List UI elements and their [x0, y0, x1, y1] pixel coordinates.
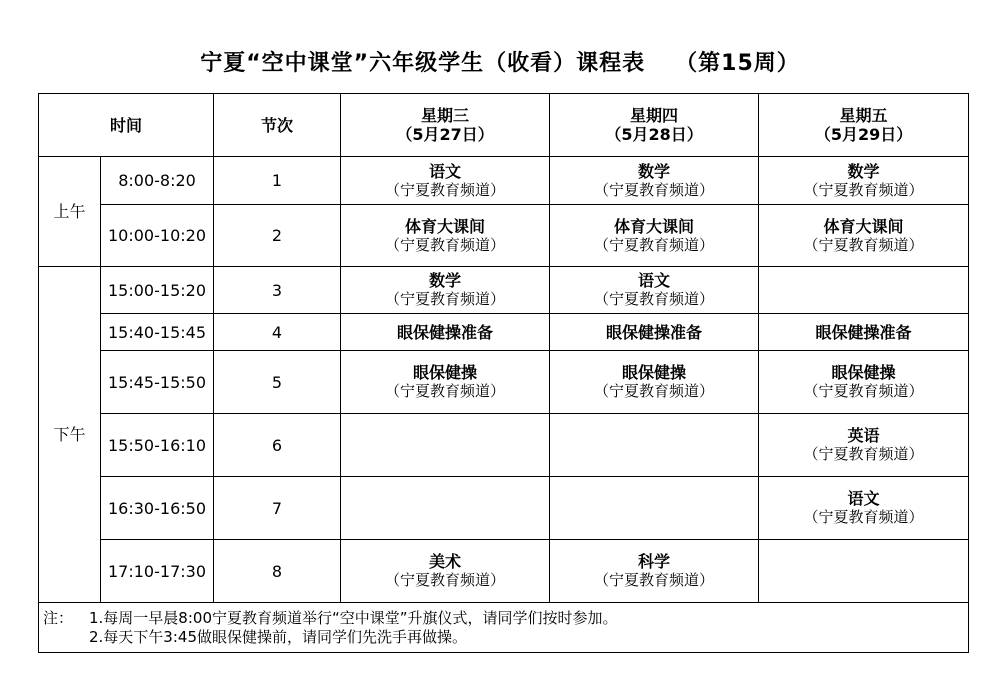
- channel: （宁夏教育频道）: [594, 571, 715, 589]
- subject: 数学: [847, 161, 880, 181]
- subject: 眼保健操准备: [397, 322, 494, 342]
- subject: 数学: [429, 271, 462, 290]
- class-cell: [341, 267, 550, 314]
- day-label: 星期三: [421, 106, 470, 125]
- table-row: [39, 314, 969, 351]
- channel: （宁夏教育频道）: [803, 508, 924, 526]
- time-cell: 17:10-17:30: [101, 540, 214, 603]
- class-cell: [759, 157, 969, 205]
- note-label: 注：: [43, 608, 74, 627]
- channel: （宁夏教育频道）: [385, 290, 506, 308]
- time-cell: 15:00-15:20: [101, 267, 214, 314]
- class-cell: [341, 314, 550, 351]
- subject: 眼保健操准备: [606, 322, 703, 342]
- class-cell: [550, 205, 759, 267]
- class-cell: [341, 477, 550, 540]
- subject: 体育大课间: [823, 216, 904, 236]
- table-row: [39, 540, 969, 603]
- channel: （宁夏教育频道）: [385, 382, 506, 400]
- subject: 眼保健操: [831, 363, 896, 382]
- channel: （宁夏教育频道）: [594, 180, 715, 199]
- subject: 体育大课间: [405, 216, 486, 236]
- note-item: 2.每天下午3:45做眼保健操前，请同学们先洗手再做操。: [89, 627, 467, 646]
- class-cell: [759, 351, 969, 414]
- class-cell: [550, 540, 759, 603]
- header-day-thu: [550, 94, 759, 157]
- time-cell: 10:00-10:20: [101, 205, 214, 267]
- channel: （宁夏教育频道）: [594, 382, 715, 400]
- header-period: 节次: [214, 94, 341, 157]
- time-cell: 15:50-16:10: [101, 414, 214, 477]
- note-item: 1.每周一早晨8:00宁夏教育频道举行“空中课堂”升旗仪式，请同学们按时参加。: [89, 608, 618, 627]
- date-label: （5月27日）: [396, 125, 494, 144]
- class-cell: [550, 477, 759, 540]
- time-cell: 8:00-8:20: [101, 157, 214, 205]
- table-row: [39, 157, 969, 205]
- channel: （宁夏教育频道）: [594, 290, 715, 308]
- class-cell: [550, 267, 759, 314]
- table-row: [39, 351, 969, 414]
- class-cell: [341, 351, 550, 414]
- section-afternoon: 下午: [39, 267, 101, 603]
- notes: [39, 603, 969, 653]
- class-cell: [550, 351, 759, 414]
- table-row: [39, 205, 969, 267]
- period-cell: 3: [214, 267, 341, 314]
- subject: 语文: [429, 161, 462, 181]
- note-line-2: [43, 628, 964, 647]
- header-day-wed: [341, 94, 550, 157]
- period-cell: 8: [214, 540, 341, 603]
- header-row: [39, 94, 969, 157]
- class-cell: [759, 477, 969, 540]
- class-cell: [759, 414, 969, 477]
- channel: （宁夏教育频道）: [803, 180, 924, 199]
- period-cell: 2: [214, 205, 341, 267]
- channel: （宁夏教育频道）: [385, 180, 506, 199]
- page-title: [0, 46, 1000, 77]
- period-cell: 1: [214, 157, 341, 205]
- subject: 眼保健操: [622, 363, 687, 382]
- class-cell: [759, 267, 969, 314]
- subject: 语文: [638, 271, 671, 290]
- channel: （宁夏教育频道）: [803, 382, 924, 400]
- subject: 体育大课间: [614, 216, 695, 236]
- subject: 美术: [429, 552, 462, 571]
- date-label: （5月28日）: [605, 125, 703, 144]
- class-cell: [759, 314, 969, 351]
- class-cell: [341, 414, 550, 477]
- section-morning: 上午: [39, 157, 101, 267]
- subject: 数学: [638, 161, 671, 181]
- header-day-fri: [759, 94, 969, 157]
- time-cell: 15:40-15:45: [101, 314, 214, 351]
- channel: （宁夏教育频道）: [594, 235, 715, 254]
- note-line-1: [43, 609, 964, 628]
- channel: （宁夏教育频道）: [385, 571, 506, 589]
- table-row: [39, 267, 969, 314]
- schedule-table: [38, 93, 969, 653]
- class-cell: [550, 157, 759, 205]
- date-label: （5月29日）: [814, 125, 913, 144]
- class-cell: [550, 414, 759, 477]
- subject: 眼保健操准备: [815, 322, 912, 342]
- subject: 语文: [847, 489, 880, 508]
- subject: 英语: [847, 426, 880, 445]
- time-cell: 15:45-15:50: [101, 351, 214, 414]
- day-label: 星期五: [839, 106, 888, 125]
- table-row: [39, 477, 969, 540]
- class-cell: [341, 157, 550, 205]
- class-cell: [550, 314, 759, 351]
- period-cell: 5: [214, 351, 341, 414]
- class-cell: [759, 540, 969, 603]
- channel: （宁夏教育频道）: [385, 235, 506, 254]
- title-main: 宁夏“空中课堂”六年级学生（收看）课程表: [200, 51, 646, 76]
- time-cell: 16:30-16:50: [101, 477, 214, 540]
- subject: 眼保健操: [413, 363, 478, 382]
- header-time: 时间: [39, 94, 214, 157]
- notes-row: [39, 603, 969, 653]
- period-cell: 4: [214, 314, 341, 351]
- period-cell: 7: [214, 477, 341, 540]
- class-cell: [341, 540, 550, 603]
- class-cell: [759, 205, 969, 267]
- channel: （宁夏教育频道）: [803, 445, 924, 463]
- class-cell: [341, 205, 550, 267]
- subject: 科学: [638, 552, 671, 571]
- title-week: （第15周）: [675, 51, 800, 76]
- day-label: 星期四: [630, 106, 679, 125]
- table-row: [39, 414, 969, 477]
- period-cell: 6: [214, 414, 341, 477]
- channel: （宁夏教育频道）: [803, 235, 924, 254]
